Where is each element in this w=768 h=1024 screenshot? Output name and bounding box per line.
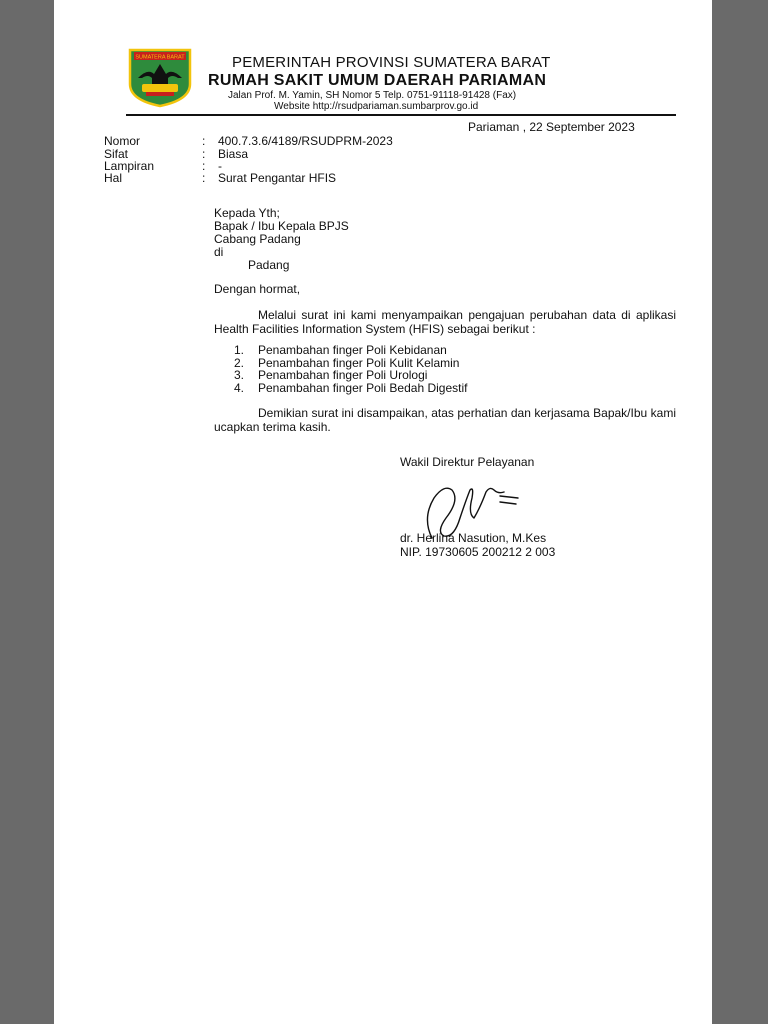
letter-page	[54, 0, 712, 1024]
closing-paragraph: Demikian surat ini disampaikan, atas perhatian dan kerjasama Bapak/Ibu kami ucapkan terima kasih.	[214, 406, 676, 434]
salutation: Dengan hormat,	[214, 282, 301, 296]
signatory-nip: NIP. 19730605 200212 2 003	[400, 545, 556, 559]
list-text: Penambahan finger Poli Kebidanan	[258, 343, 447, 357]
list-number: 3.	[234, 368, 245, 382]
meta-label: Nomor	[104, 134, 141, 148]
list-text: Penambahan finger Poli Bedah Digestif	[258, 380, 468, 395]
body-intro-paragraph: Melalui surat ini kami menyampaikan pengajuan perubahan data di aplikasi Health Facilities Information System (HFIS) sebagai berikut :	[214, 308, 676, 336]
meta-colon: :	[202, 147, 206, 161]
list-text: Penambahan finger Poli Kulit Kelamin	[258, 355, 460, 370]
list-number: 4.	[234, 380, 245, 395]
meta-label: Sifat	[104, 147, 129, 161]
svg-text:SUMATERA BARAT: SUMATERA BARAT	[135, 54, 185, 61]
signatory-name: dr. Herlina Nasution, M.Kes	[400, 531, 547, 545]
meta-label: Hal	[104, 171, 123, 185]
meta-colon: :	[202, 171, 206, 185]
meta-label: Lampiran	[104, 159, 155, 173]
meta-value: Biasa	[218, 147, 249, 161]
request-list	[234, 344, 467, 394]
list-item	[234, 382, 467, 395]
list-text: Penambahan finger Poli Urologi	[258, 368, 428, 382]
letterhead-address: Jalan Prof. M. Yamin, SH Nomor 5 Telp. 0751-91118-91428 (Fax)	[228, 90, 517, 101]
list-number: 2.	[234, 355, 245, 370]
meta-colon: :	[202, 134, 206, 148]
province-logo	[126, 48, 194, 108]
signatory-title: Wakil Direktur Pelayanan	[400, 455, 535, 469]
meta-value: -	[218, 159, 222, 173]
letterhead-government-line: PEMERINTAH PROVINSI SUMATERA BARAT	[232, 54, 551, 71]
recipient-line-1: Kepada Yth;	[214, 206, 280, 220]
recipient-line-4: di	[214, 245, 224, 259]
meta-colon: :	[202, 159, 206, 173]
recipient-line-3: Cabang Padang	[214, 232, 301, 246]
list-number: 1.	[234, 343, 245, 357]
meta-value: 400.7.3.6/4189/RSUDPRM-2023	[218, 134, 393, 148]
letter-date: Pariaman , 22 September 2023	[468, 120, 635, 134]
meta-value: Surat Pengantar HFIS	[218, 171, 337, 185]
letterhead-website: Website http://rsudpariaman.sumbarprov.go.id	[274, 101, 479, 112]
letterhead-divider	[126, 114, 676, 116]
recipient-line-2: Bapak / Ibu Kepala BPJS	[214, 219, 349, 233]
recipient-city: Padang	[248, 258, 290, 272]
letterhead-hospital-name: RUMAH SAKIT UMUM DAERAH PARIAMAN	[208, 72, 547, 89]
